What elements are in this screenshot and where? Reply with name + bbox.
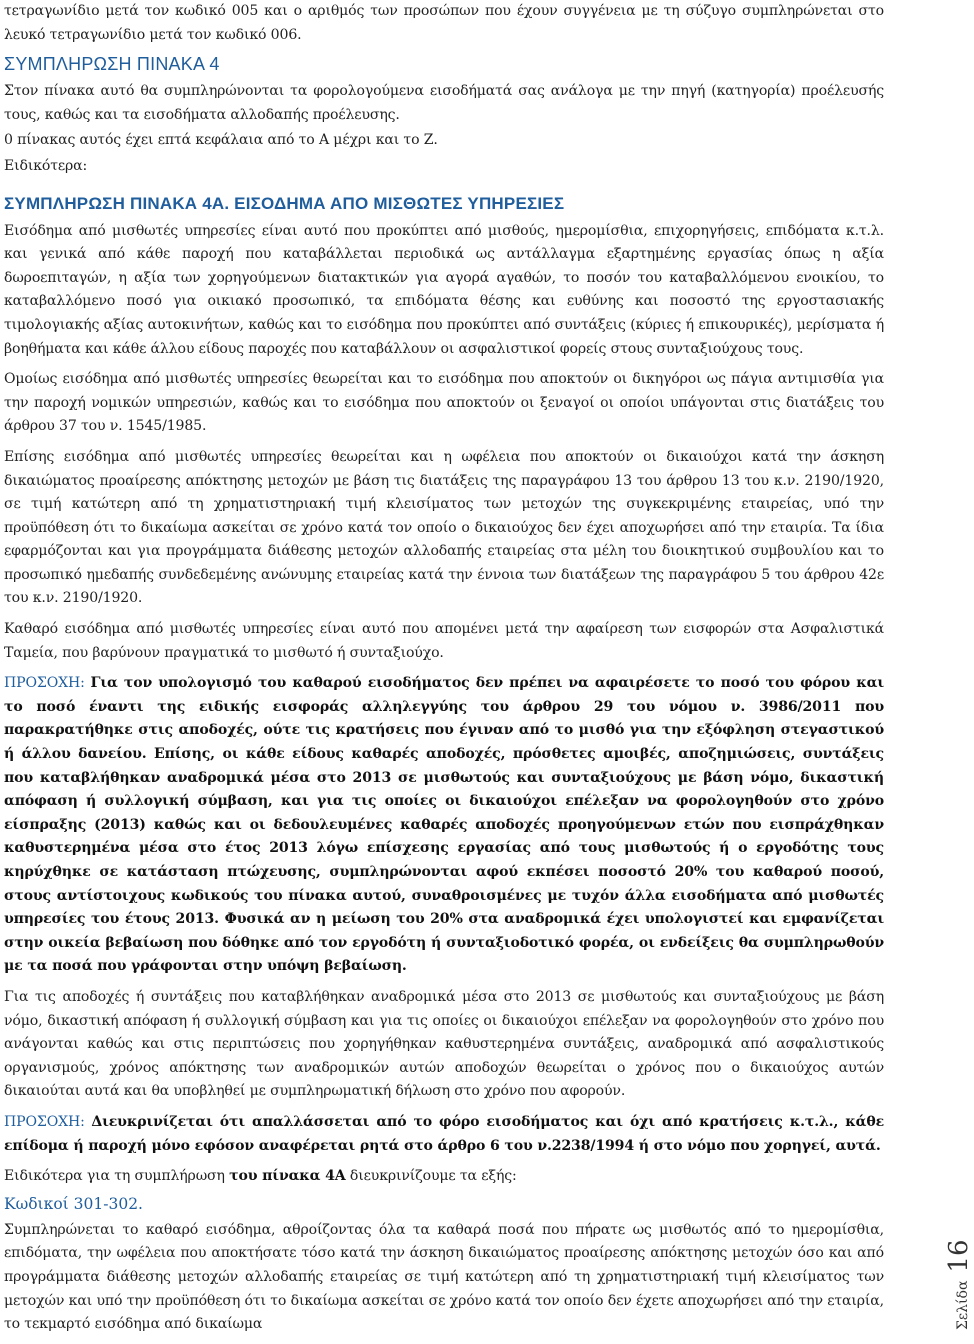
- specifics-suffix: διευκρινίζουμε τα εξής:: [345, 1168, 517, 1185]
- paragraph-intro: Στον πίνακα αυτό θα συμπληρώνονται τα φορολογούμενα εισοδήματά σας ανάλογα με την πηγή (κατηγορία) προέλευσής τους, καθώς και τα εισοδήματα αλλοδαπής προέλευσης.: [4, 83, 884, 123]
- paragraph-definition-2: Ομοίως εισόδημα από μισθωτές υπηρεσίες θεωρείται και το εισόδημα που αποκτούν οι δικηγόροι ως πάγια αντιμισθία για την παροχή νομικών υπηρεσιών, καθώς και το εισόδημα που αποκτούν οι ξεναγοί οι οποίοι υπάγονται στις διατάξεις του άρθρου 37 του ν. 1545/1985.: [4, 371, 884, 435]
- paragraph-warning-1: [4, 672, 884, 979]
- paragraph-last: Συμπληρώνεται το καθαρό εισόδημα, αθροίζοντας όλα τα καθαρά ποσά που πήρατε ως μισθωτός από το ημερομίσθια, επιδόματα, την ωφέλεια που αποκτήσατε τόσο κατά την άσκηση δικαιώματος προαίρεσης απόκτησης μετοχών όσο και από προγράμματα διάθεσης μετοχών αλλοδαπής εταιρείας σε τιμή κατώτερη από τη χρηματιστηριακή τιμή κλεισίματος των μετοχών και υπό την προϋπόθεση ότι το δικαίωμα ασκείται σε χρόνο κατά τον οποίο δεν έχετε αποχωρήσει από την εταιρία, το τεκμαρτό εισόδημα από δικαίωμα: [4, 1221, 884, 1333]
- paragraph-chapters: 0 πίνακας αυτός έχει επτά κεφάλαια από το Α μέχρι και το Ζ.: [4, 132, 438, 149]
- paragraph-top: τετραγωνίδιο μετά τον κωδικό 005 και ο αριθμός των προσώπων που έχουν συγγένεια με τη σύζυγο συμπληρώνεται στο λευκό τετραγωνίδιο μετά τον κωδικό 006.: [4, 3, 884, 43]
- warning-label-2: ΠΡΟΣΟΧΗ:: [4, 1113, 92, 1130]
- warning-1-text: Για τον υπολογισμό του καθαρού εισοδήματος δεν πρέπει να αφαιρέσετε το ποσό του φόρου και το ποσό έναντι της ειδικής εισφοράς αλληλεγγύης του άρθρου 29 του νόμου ν. 3986/2011 που παρακρατήθηκε στις αποδοχές, ούτε τις κρατήσεις που έγιναν από το μισθό για την εξόφληση στεγαστικού ή άλλου δανείου. Επίσης, οι κάθε είδους καθαρές αποδοχές, πρόσθετες αμοιβές, αποζημιώσεις, συντάξεις που καταβλήθηκαν αναδρομικά μέσα στο 2013 σε μισθωτούς και συνταξιούχους με βάση νόμο, δικαστική απόφαση ή συλλογική σύμβαση, και για τις οποίες οι δικαιούχοι επέλεξαν να φορολογηθούν στο χρόνο είσπραξης (2013) καθώς και οι δεδουλευμένες καθαρές αποδοχές προηγούμενων ετών που εισπράχθηκαν καθυστερημένα μέσα στο έτος 2013 λόγω επίσχεσης εργασίας από τους μισθωτούς ή ο εργοδότης τους κηρύχθηκε σε κατάσταση πτώχευσης, συμπληρώνονται αφού εκπέσει ποσοστό 20% του καθαρού ποσού, στους αντίστοιχους κωδικούς του πίνακα αυτού, συναθροισμένες με τυχόν άλλα εισοδήματα από μισθωτές υπηρεσίες του έτους 2013. Φυσικά αν η μείωση του 20% στα αναδρομικά έχει υπολογιστεί και εμφανίζεται στην οικεία βεβαίωση που δόθηκε από τον εργοδότη ή συνταξιοδοτικό φορέα, οι ενδείξεις θα συμπληρωθούν με τα ποσά που γράφονται στην υπόψη βεβαίωση.: [4, 675, 884, 975]
- page-number: 16: [944, 1239, 974, 1273]
- paragraph-specifically: Ειδικότερα:: [4, 157, 88, 174]
- warning-2-text: Διευκρινίζεται ότι απαλλάσσεται από το φόρο εισοδήματος και όχι από κρατήσεις κ.τ.λ., κάθε επίδομα ή παροχή μόνο εφόσον αναφέρεται ρητά στο άρθρο 6 του ν.2238/1994 ή στο νόμο που χορηγεί, αυτά.: [4, 1113, 884, 1154]
- paragraph-warning-2: [4, 1111, 884, 1158]
- page-number-box: [912, 1220, 974, 1330]
- heading-table-4a: ΣΥΜΠΛΗΡΩΣΗ ΠΙΝΑΚΑ 4Α. ΕΙΣΟΔΗΜΑ ΑΠΟ ΜΙΣΘΩΤΕΣ ΥΠΗΡΕΣΙΕΣ: [4, 193, 565, 213]
- paragraph-retroactive: Για τις αποδοχές ή συντάξεις που καταβλήθηκαν αναδρομικά μέσα στο 2013 σε μισθωτούς και συνταξιούχους με βάση νόμο, δικαστική απόφαση ή συλλογική σύμβαση και για τις οποίες οι δικαιούχοι επέλεξαν να φορολογηθούν στο χρόνο που ανάγονται καθώς και στις περιπτώσεις που χορηγήθηκαν καθυστερημένα συντάξεις, αναδρομικά από ασφαλιστικούς οργανισμούς, χρόνος απόκτησης των αναδρομικών αυτών αποδοχών θεωρείται ο χρόνος που ο δικαιούχος αυτών δικαιούται αυτά και θα υποβληθεί με συμπληρωματική δήλωση στο χρόνο που αφορούν.: [4, 988, 884, 1100]
- paragraph-definition-1: Εισόδημα από μισθωτές υπηρεσίες είναι αυτό που προκύπτει από μισθούς, ημερομίσθια, επιχορηγήσεις, επιδόματα κ.τ.λ. και γενικά από κάθε παροχή που καταβάλλεται περιοδικά ως αντάλλαγμα εξαρτημένης εργασίας όπως η αξία δωροεπιταγών, η αξία των χορηγούμενων διατακτικών για αγορά αγαθών, το ποσόν του καταβαλλόμενου ενοικίου, το καταβαλλόμενο ποσό για οικιακό προσωπικό, τα επιδόματα θέσης και ευθύνης και ποσοστό της εργοστασιακής τιμολογιακής αξίας αυτοκινήτων, καθώς και το εισόδημα που προκύπτει από συντάξεις (κύριες ή επικουρικές), μερίσματα ή βοηθήματα και κάθε άλλου είδους παροχές που καταβάλλουν οι ασφαλιστικοί φορείς στους συνταξιούχους τους.: [4, 222, 884, 357]
- codes-heading: Κωδικοί 301-302.: [4, 1194, 143, 1213]
- paragraph-net-income: Καθαρό εισόδημα από μισθωτές υπηρεσίες είναι αυτό που απομένει μετά την αφαίρεση των εισφορών στα Ασφαλιστικά Ταμεία, που βαρύνουν πραγματικά το μισθωτό ή συνταξιούχο.: [4, 621, 884, 661]
- specifics-bold: του πίνακα 4Α: [229, 1168, 346, 1185]
- warning-label: ΠΡΟΣΟΧΗ:: [4, 675, 91, 692]
- document-page: [4, 0, 884, 1344]
- heading-table-4: ΣΥΜΠΛΗΡΩΣΗ ΠΙΝΑΚΑ 4: [4, 54, 220, 75]
- specifics-prefix: Ειδικότερα για τη συμπλήρωση: [4, 1168, 230, 1185]
- paragraph-specifics-4a: [4, 1165, 884, 1189]
- paragraph-definition-3: Επίσης εισόδημα από μισθωτές υπηρεσίες θεωρείται και η ωφέλεια που αποκτούν οι δικαιούχοι κατά την άσκηση δικαιώματος προαίρεσης απόκτησης μετοχών με βάση τις διατάξεις της παραγράφου 13 του άρθρου 13 του κ.ν. 2190/1920, σε τιμή κατώτερη από τη χρηματιστηριακή τιμή κλεισίματος των μετοχών της συγκεκριμένης εταιρείας, υπό την προϋπόθεση ότι το δικαίωμα ασκείται σε χρόνο κατά τον οποίο ο δικαιούχος δεν έχει αποχωρήσει από την εταιρία. Τα ίδια εφαρμόζονται και για προγράμματα διάθεσης μετοχών αλλοδαπής εταιρείας στα μέλη του διοικητικού συμβουλίου και το προσωπικό ημεδαπής συνδεδεμένης ανώνυμης εταιρείας κατά την έννοια των διατάξεων της παραγράφου 5 του άρθρου 42ε του κ.ν. 2190/1920.: [4, 448, 884, 607]
- page-label: Σελίδα: [955, 1280, 971, 1330]
